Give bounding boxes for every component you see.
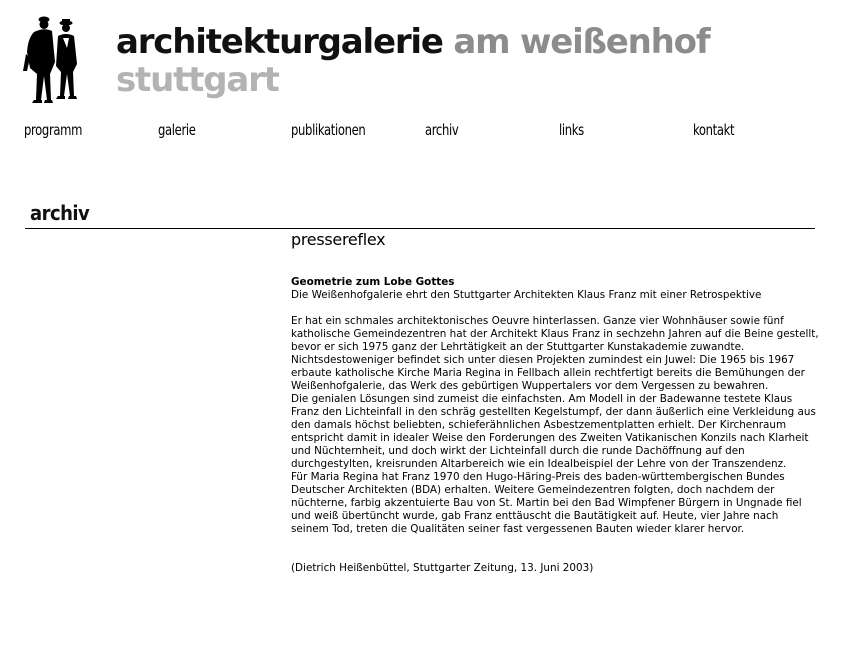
article-paragraph-2: Die genialen Lösungen sind zumeist die einfachsten. Am Modell in der Badewanne testete Klaus Franz den Lichteinfall in den schräg gestellten Kegelstumpf, der dann äußerlich eine Verkleidung aus den damals höchst beliebten, schieferähnlichen Asbestzementplatten erhielt. Der Kirchenraum entspricht damit in idealer Weise den Forderungen des Zweiten Vatikanischen Konzils nach Klarheit und Nüchternheit, und doch wirkt der Lichteinfall durch die runde Dachöffnung auf den durchgestylten, kreisrunden Altarbereich wie ein Idealbeispiel der Lehre von der Transzendenz. (291, 393, 816, 470)
nav-archiv[interactable]: archiv (425, 121, 459, 139)
spacer (291, 536, 819, 562)
article-source: (Dietrich Heißenbüttel, Stuttgarter Zeitung, 13. Juni 2003) (291, 562, 594, 574)
logo-figure-icon (22, 14, 82, 106)
site-title-main: architekturgalerie (116, 22, 443, 62)
nav-links[interactable]: links (559, 121, 584, 139)
section-title: archiv (30, 201, 90, 225)
site-title-city: stuttgart (116, 60, 279, 100)
nav-programm[interactable]: programm (24, 121, 83, 139)
section-subtitle: pressereflex (291, 230, 386, 249)
article-paragraph-3: Für Maria Regina hat Franz 1970 den Hugo-Häring-Preis des baden-württembergischen Bundes Deutscher Architekten (BDA) erhalten. Weitere Gemeindezentren folgten, doch nachdem der nüchterne, farbig akzentuierte Bau von St. Martin bei den Bad Wimpfener Bürgern in Ungnade fiel und weiß übertüncht wurde, gab Franz enttäuscht die Bautätigkeit auf. Heute, vier Jahre nach seinem Tod, treten die Qualitäten seiner fast vergessenen Bauten wieder klarer hervor. (291, 471, 802, 535)
nav-kontakt[interactable]: kontakt (693, 121, 735, 139)
article (291, 276, 819, 575)
article-dek: Die Weißenhofgalerie ehrt den Stuttgarter Architekten Klaus Franz mit einer Retrospektive (291, 289, 762, 301)
article-headline: Geometrie zum Lobe Gottes (291, 276, 455, 288)
section-divider (25, 228, 815, 229)
nav-publikationen[interactable]: publikationen (291, 121, 366, 139)
article-paragraph-1: Er hat ein schmales architektonisches Oeuvre hinterlassen. Ganze vier Wohnhäuser sowie fünf katholische Gemeindezentren hat der Architekt Klaus Franz in sechzehn Jahren auf die Beine gestellt, bevor er sich 1975 ganz der Lehrtätigkeit an der Stuttgarter Kunstakademie zuwandte. Nichtsdestoweniger befindet sich unter diesen Projekten zumindest ein Juwel: Die 1965 bis 1967 erbaute katholische Kirche Maria Regina in Fellbach allein rechtfertigt bereits die Bemühungen der Weißenhofgalerie, das Werk des gebürtigen Wuppertalers vor dem Vergessen zu bewahren. (291, 315, 819, 392)
spacer (291, 302, 819, 315)
site-title-location: am weißenhof (453, 22, 710, 62)
nav-galerie[interactable]: galerie (158, 121, 196, 139)
